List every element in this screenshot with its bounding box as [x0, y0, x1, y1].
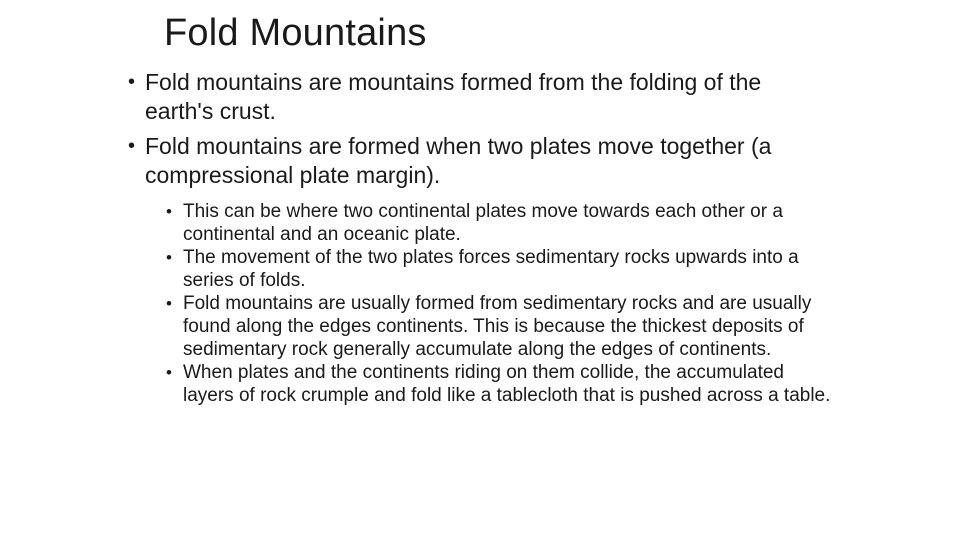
bullet-point: [128, 132, 835, 190]
slide-title: Fold Mountains: [164, 12, 427, 54]
bullet-text: Fold mountains are mountains formed from the folding of the earth's crust.: [145, 69, 762, 124]
bullet-icon: •: [166, 363, 172, 382]
bullet-icon: •: [166, 294, 172, 313]
bullet-icon: •: [166, 202, 172, 221]
bullet-point: [128, 68, 835, 126]
bullet-icon: •: [166, 248, 172, 267]
sub-bullet-list: [128, 200, 848, 407]
slide-body: [128, 68, 848, 407]
bullet-text: Fold mountains are formed when two plates move together (a compressional plate margin).: [145, 133, 772, 188]
sub-bullet-text: The movement of the two plates forces sedimentary rocks upwards into a series of folds.: [183, 247, 799, 291]
sub-bullet-point: [166, 292, 833, 361]
sub-bullet-point: [166, 361, 833, 407]
sub-bullet-point: [166, 200, 833, 246]
bullet-icon: •: [128, 135, 136, 157]
sub-bullet-text: Fold mountains are usually formed from sedimentary rocks and are usually found along the edges continents. This is because the thickest deposits of sedimentary rock generally accumulate along the edges of continents.: [183, 293, 812, 360]
bullet-icon: •: [128, 71, 136, 93]
sub-bullet-text: This can be where two continental plates move towards each other or a continental and an oceanic plate.: [183, 201, 783, 245]
sub-bullet-text: When plates and the continents riding on them collide, the accumulated layers of rock crumple and fold like a tablecloth that is pushed across a table.: [183, 362, 831, 406]
sub-bullet-point: [166, 246, 833, 292]
